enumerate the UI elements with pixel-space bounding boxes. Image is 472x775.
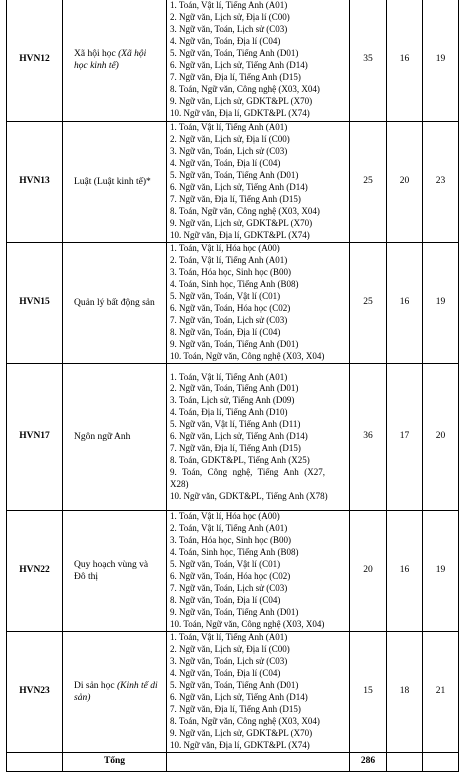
combination-item: 4. Ngữ văn, Toán, Địa lí (C04) (170, 158, 281, 169)
combination-item: 1. Toán, Vật lí, Tiếng Anh (A01) (170, 122, 288, 133)
major-code: HVN13 (7, 122, 63, 243)
combination-item: 1. Toán, Vật lí, Tiếng Anh (A01) (170, 0, 288, 11)
combination-item: 4. Toán, Sinh học, Tiếng Anh (B08) (170, 279, 299, 290)
major-code: HVN15 (7, 243, 63, 364)
combination-item: 9. Ngữ văn, Lịch sử, GDKT&PL (X70) (170, 727, 313, 738)
combination-item: 10. Toán, Ngữ văn, Công nghệ (X03, X04) (170, 618, 325, 629)
major-title: Quản lý bất động sản (74, 297, 155, 308)
quota-value: 15 (350, 632, 387, 753)
major-name (63, 364, 167, 511)
score-value: 17 (387, 364, 423, 511)
combination-item: 7. Ngữ văn, Địa lí, Tiếng Anh (D15) (170, 442, 301, 453)
table-row (7, 511, 459, 632)
quota-value: 25 (350, 243, 387, 364)
combination-item: 9. Ngữ văn, Toán, Tiếng Anh (D01) (170, 606, 299, 617)
combination-item: 6. Ngữ văn, Toán, Hóa học (C02) (170, 303, 291, 313)
subject-combinations (167, 0, 350, 122)
score-value: 20 (387, 122, 423, 243)
major-code: HVN17 (7, 364, 63, 511)
combination-item: 10. Ngữ văn, GDKT&PL, Tiếng Anh (X78) (170, 490, 328, 501)
combination-item: 1. Toán, Vật lí, Tiếng Anh (A01) (170, 632, 288, 643)
score-value: 19 (423, 243, 459, 364)
score-value: 19 (423, 511, 459, 632)
total-row (7, 753, 459, 772)
major-title: Xã hội học (74, 48, 116, 59)
combination-item: 6. Ngữ văn, Lịch sử, Tiếng Anh (D14) (170, 60, 308, 70)
combination-item: 7. Ngữ văn, Địa lí, Tiếng Anh (D15) (170, 71, 301, 82)
combination-item: 4. Toán, Sinh học, Tiếng Anh (B08) (170, 547, 299, 558)
combination-item: 7. Ngữ văn, Toán, Lịch sử (C03) (170, 314, 288, 325)
subject-combinations (167, 632, 350, 753)
subject-combinations (167, 122, 350, 243)
subject-combinations (167, 364, 350, 511)
score-value: 18 (387, 632, 423, 753)
admission-table (6, 0, 459, 772)
major-code: HVN22 (7, 511, 63, 632)
total-label: Tổng (63, 753, 167, 772)
major-name (63, 511, 167, 632)
major-note: (Xã hội học kinh tế) (74, 48, 147, 71)
quota-value: 25 (350, 122, 387, 243)
combination-item: 1. Toán, Vật lí, Hóa học (A00) (170, 243, 280, 254)
score-value: 16 (387, 0, 423, 122)
combination-item: 3. Ngữ văn, Toán, Lịch sử (C03) (170, 656, 288, 667)
combination-item: 9. Ngữ văn, Toán, Tiếng Anh (D01) (170, 338, 299, 349)
major-title: Di sản học (74, 680, 115, 691)
total-spacer (7, 753, 63, 772)
major-title: Luật (Luật kinh tế)* (74, 176, 151, 187)
combination-item: 6. Ngữ văn, Toán, Hóa học (C02) (170, 571, 291, 581)
combination-item: 3. Ngữ văn, Toán, Lịch sử (C03) (170, 146, 288, 157)
table-row (7, 0, 459, 122)
combination-item: 5. Ngữ văn, Toán, Tiếng Anh (D01) (170, 680, 299, 691)
combination-item: 4. Ngữ văn, Toán, Địa lí (C04) (170, 36, 281, 47)
combination-item: 8. Toán, GDKT&PL, Tiếng Anh (X25) (170, 454, 310, 465)
combination-item: 2. Toán, Vật lí, Tiếng Anh (A01) (170, 255, 288, 266)
combination-item: 9. Toán, Công nghệ, Tiếng Anh (X27, X28) (170, 466, 325, 489)
total-spacer (167, 753, 350, 772)
quota-value: 35 (350, 0, 387, 122)
combination-item: 2. Ngữ văn, Lịch sử, Địa lí (C00) (170, 12, 290, 23)
total-spacer (423, 753, 459, 772)
combination-item: 6. Ngữ văn, Lịch sử, Tiếng Anh (D14) (170, 431, 308, 442)
combination-item: 1. Toán, Vật lí, Hóa học (A00) (170, 511, 280, 522)
combination-item: 2. Toán, Vật lí, Tiếng Anh (A01) (170, 523, 288, 534)
combination-item: 9. Ngữ văn, Lịch sử, GDKT&PL (X70) (170, 217, 313, 228)
major-code: HVN23 (7, 632, 63, 753)
combination-item: 4. Ngữ văn, Toán, Địa lí (C04) (170, 668, 281, 679)
quota-value: 20 (350, 511, 387, 632)
major-name (63, 632, 167, 753)
score-value: 21 (423, 632, 459, 753)
major-title: Quy hoạch vùng và Đô thị (74, 559, 149, 582)
combination-item: 3. Toán, Hóa học, Sinh học (B00) (170, 267, 291, 278)
combination-item: 1. Toán, Vật lí, Tiếng Anh (A01) (170, 371, 288, 382)
major-title: Ngôn ngữ Anh (74, 431, 131, 442)
combination-item: 9. Ngữ văn, Lịch sử, GDKT&PL (X70) (170, 95, 313, 106)
combination-item: 2. Ngữ văn, Lịch sử, Địa lí (C00) (170, 134, 290, 145)
major-name (63, 243, 167, 364)
combination-item: 4. Toán, Địa lí, Tiếng Anh (D10) (170, 407, 288, 418)
combination-item: 3. Toán, Lịch sử, Tiếng Anh (D09) (170, 395, 295, 406)
score-value: 16 (387, 511, 423, 632)
combination-item: 3. Toán, Hóa học, Sinh học (B00) (170, 535, 291, 546)
major-note: (Kinh tế di sản) (74, 680, 158, 703)
combination-item: 6. Ngữ văn, Lịch sử, Tiếng Anh (D14) (170, 182, 308, 192)
subject-combinations (167, 243, 350, 364)
combination-item: 8. Toán, Ngữ văn, Công nghệ (X03, X04) (170, 83, 320, 94)
table-row (7, 243, 459, 364)
major-code: HVN12 (7, 0, 63, 122)
combination-item: 5. Ngữ văn, Toán, Tiếng Anh (D01) (170, 170, 299, 181)
table-row (7, 632, 459, 753)
major-name (63, 0, 167, 122)
combination-item: 8. Toán, Ngữ văn, Công nghệ (X03, X04) (170, 205, 320, 216)
combination-item: 5. Ngữ văn, Vật lí, Tiếng Anh (D11) (170, 419, 301, 430)
subject-combinations (167, 511, 350, 632)
score-value: 20 (423, 364, 459, 511)
combination-item: 5. Ngữ văn, Toán, Vật lí (C01) (170, 291, 281, 302)
combination-item: 10. Toán, Ngữ văn, Công nghệ (X03, X04) (170, 350, 325, 361)
combination-item: 10. Ngữ văn, Địa lí, GDKT&PL (X74) (170, 107, 310, 118)
total-value: 286 (350, 753, 387, 772)
score-value: 16 (387, 243, 423, 364)
combination-item: 7. Ngữ văn, Địa lí, Tiếng Anh (D15) (170, 703, 301, 714)
combination-item: 5. Ngữ văn, Toán, Tiếng Anh (D01) (170, 48, 299, 59)
combination-item: 10. Ngữ văn, Địa lí, GDKT&PL (X74) (170, 739, 310, 750)
combination-item: 6. Ngữ văn, Lịch sử, Tiếng Anh (D14) (170, 692, 308, 702)
combination-item: 7. Ngữ văn, Địa lí, Tiếng Anh (D15) (170, 193, 301, 204)
combination-item: 8. Ngữ văn, Toán, Địa lí (C04) (170, 594, 281, 605)
quota-value: 36 (350, 364, 387, 511)
combination-item: 2. Ngữ văn, Lịch sử, Địa lí (C00) (170, 644, 290, 655)
combination-item: 8. Ngữ văn, Toán, Địa lí (C04) (170, 326, 281, 337)
combination-item: 8. Toán, Ngữ văn, Công nghệ (X03, X04) (170, 715, 320, 726)
combination-item: 7. Ngữ văn, Toán, Lịch sử (C03) (170, 582, 288, 593)
table-row (7, 364, 459, 511)
major-name (63, 122, 167, 243)
combination-item: 2. Ngữ văn, Toán, Tiếng Anh (D01) (170, 383, 299, 394)
combination-item: 5. Ngữ văn, Toán, Vật lí (C01) (170, 559, 281, 570)
score-value: 23 (423, 122, 459, 243)
combination-item: 10. Ngữ văn, Địa lí, GDKT&PL (X74) (170, 229, 310, 240)
score-value: 19 (423, 0, 459, 122)
total-spacer (387, 753, 423, 772)
table-row (7, 122, 459, 243)
combination-item: 3. Ngữ văn, Toán, Lịch sử (C03) (170, 24, 288, 35)
